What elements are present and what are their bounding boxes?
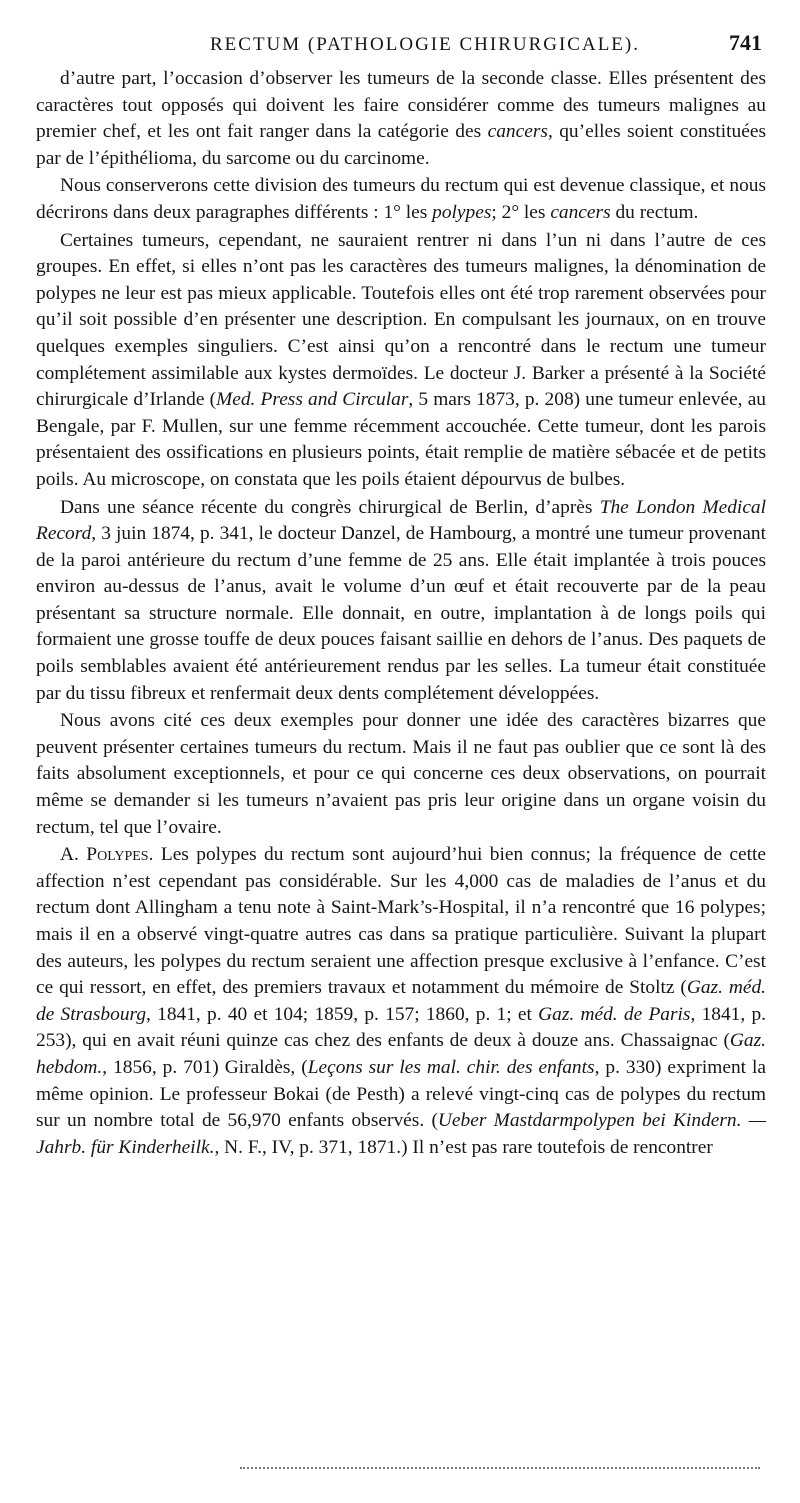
text-segment: , 1841, p. 40 et 104; 1859, p. 157; 1860, p. 1; et <box>146 1003 539 1025</box>
italic-segment: polypes <box>432 201 492 223</box>
body-text <box>36 66 766 1162</box>
italic-segment: Gaz. méd. de Strasbourg <box>36 977 766 1025</box>
paragraph <box>36 708 766 841</box>
footer-rule <box>240 1467 760 1471</box>
text-segment: , 1856, p. 701) Giraldès, ( <box>102 1056 308 1078</box>
italic-segment: Ueber Mastdarmpolypen bei Kindern. — Jahrb. für Kinderheilk. <box>36 1110 766 1158</box>
text-segment: A. <box>60 844 87 866</box>
italic-segment: The London Medical Record <box>36 496 767 545</box>
italic-segment: Gaz. hebdom. <box>36 1030 766 1078</box>
text-segment: Dans une séance récente du congrès chirurgical de Berlin, d’après <box>60 496 600 518</box>
text-segment: , 5 mars 1873, p. 208) une tumeur enlevée, au Bengale, par F. Mullen, sur une femme récemment accouchée. Cette tumeur, dont les parois présentaient des ossifications en plusieurs points, était remplie de matière sébacée et de petits poils. Au microscope, on constata que les poils étaient dépourvus de bulbes. <box>36 389 766 490</box>
text-segment: , 1841, p. 253), qui en avait réuni quinze cas chez des enfants de deux à douze ans. Chassaignac ( <box>36 1003 767 1052</box>
text-segment: d’autre part, l’occasion d’observer les tumeurs de la seconde classe. Elles présentent des caractères tout opposés qui doivent les faire considérer comme des tumeurs malignes au premier chef, et les ont fait ranger dans la catégorie des <box>36 68 766 143</box>
italic-segment: cancers <box>550 201 611 223</box>
paragraph <box>36 173 766 226</box>
page-header <box>60 30 762 60</box>
running-title: RECTUM (PATHOLOGIE CHIRURGICALE). <box>210 34 640 55</box>
text-segment: , 3 juin 1874, p. 341, le docteur Danzel, de Hambourg, a montré une tumeur provenant de la paroi antérieure du rectum d’une femme de 25 ans. Elle était implantée à trois pouces environ au-dessus de l’anus, avait le volume d’un œuf et était recouverte par de la peau présentant sa structure normale. Elle donnait, en outre, implantation à de longs poils qui formaient une grosse touffe de deux pouces faisant saillie en dehors de l’anus. Des paquets de poils semblables avaient été antérieurement rendus par les selles. La tumeur était constituée par du tissu fibreux et renfermait deux dents complétement développées. <box>36 523 766 704</box>
text-segment: du rectum. <box>610 201 699 223</box>
page-number: 741 <box>729 30 762 55</box>
italic-segment: cancers <box>487 121 548 143</box>
text-segment: Certaines tumeurs, cependant, ne sauraient rentrer ni dans l’un ni dans l’autre de ces groupes. En effet, si elles n’ont pas les caractères des tumeurs malignes, la dénomination de polypes ne leur est pas mieux applicable. Toutefois elles ont été trop rarement observées pour qu’il soit possible d’en présenter une description. En compulsant les journaux, on en trouve quelques exemples singuliers. C’est ainsi qu’on a rencontré dans le rectum une tumeur complétement assimilable aux kystes dermoïdes. Le docteur J. Barker a présenté à la Société chirurgicale d’Irlande ( <box>36 229 766 411</box>
text-segment: ; 2° les <box>491 201 551 223</box>
italic-segment: Leçons sur les mal. chir. des enfants <box>307 1056 595 1078</box>
text-segment: , qu’elles soient constituées par de l’épithélioma, du sarcome ou du carcinome. <box>36 121 767 169</box>
text-segment: Nous avons cité ces deux exemples pour donner une idée des caractères bizarres que peuvent présenter certaines tumeurs du rectum. Mais il ne faut pas oublier que ce sont là des faits absolument exceptionnels, et pour ce qui concerne ces deux observations, on pourrait même se demander si les tumeurs n’avaient pas pris leur origine dans un organe voisin du rectum, tel que l’ovaire. <box>36 710 766 838</box>
paragraph <box>36 228 766 494</box>
italic-segment: Med. Press and Circular <box>216 389 409 411</box>
paragraph <box>36 495 766 708</box>
italic-segment: Gaz. méd. de Paris <box>538 1003 691 1025</box>
paragraph <box>36 66 766 172</box>
text-segment: Nous conserverons cette division des tumeurs du rectum qui est devenue classique, et nous décrirons dans deux paragraphes différents : 1° les <box>36 175 766 223</box>
text-segment: , p. 330) expriment la même opinion. Le professeur Bokai (de Pesth) a relevé vingt-cinq cas de polypes du rectum sur un nombre total de 56,970 enfants observés. ( <box>36 1056 767 1132</box>
text-segment: , N. F., IV, p. 371, 1871.) Il n’est pas rare toutefois de rencontrer <box>214 1136 713 1158</box>
section-label: Polypes <box>86 844 149 866</box>
paragraph <box>36 842 766 1161</box>
text-segment: . Les polypes du rectum sont aujourd’hui bien connus; la fréquence de cette affection n’est cependant pas considérable. Sur les 4,000 cas de maladies de l’anus et du rectum dont Allingham a tenu note à Saint-Mark’s-Hospital, il n’a rencontré que 16 polypes; mais il en a observé vingt-quatre autres cas dans sa pratique particulière. Suivant la plupart des auteurs, les polypes du rectum seraient une affection presque exclusive à l’enfance. C’est ce qui ressort, en effet, des premiers travaux et notamment du mémoire de Stoltz ( <box>36 844 766 999</box>
